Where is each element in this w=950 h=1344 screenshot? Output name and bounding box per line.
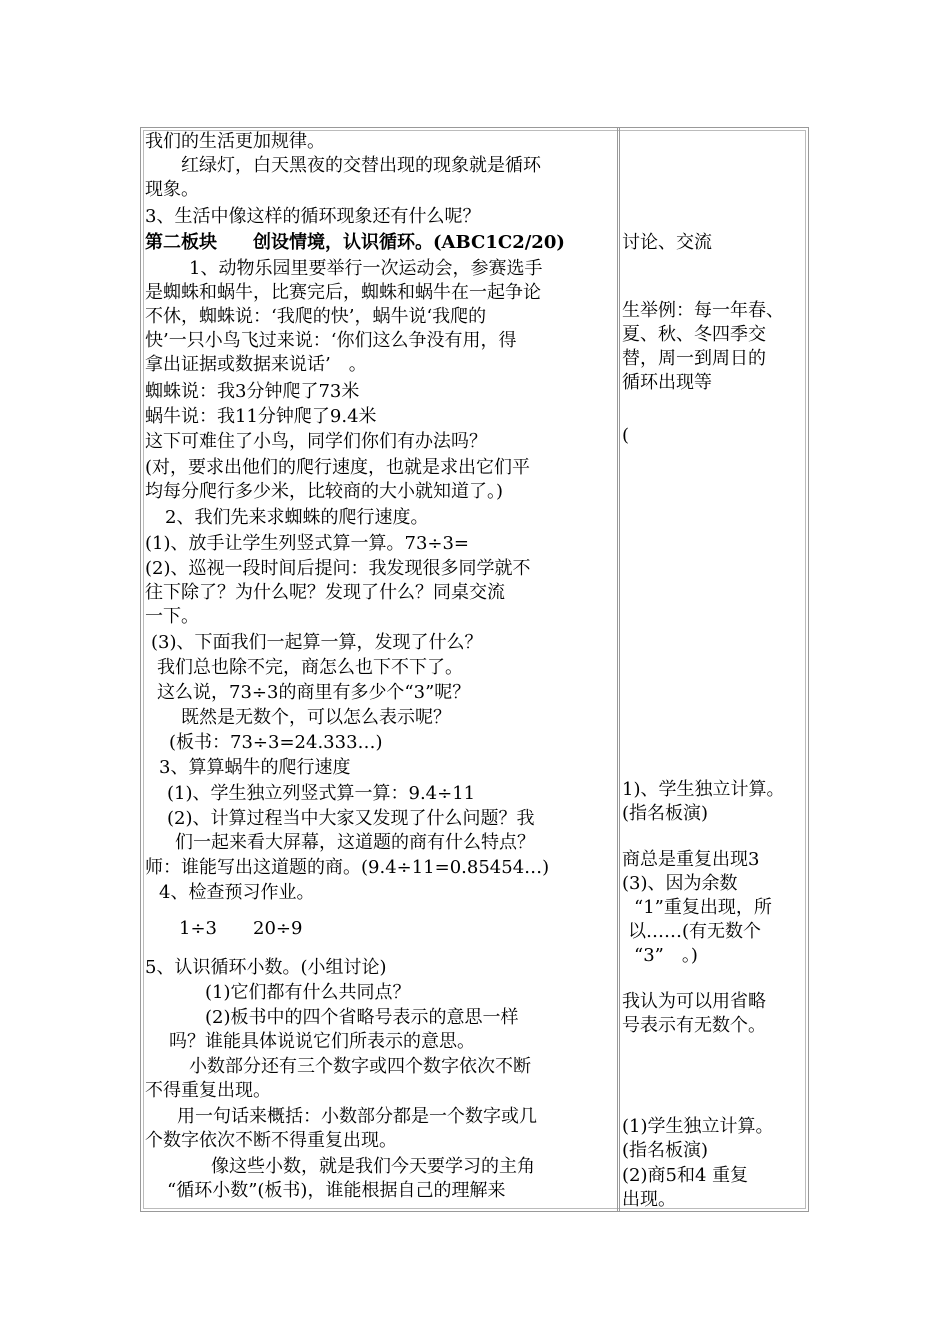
activity-text-line: (指名板演) [622,1140,709,1161]
activity-text-line: 号表示有无数个。 [622,1015,766,1036]
activity-text-line: 生举例：每一年春、 [622,300,784,321]
lesson-text-line: 既然是无数个，可以怎么表示呢？ [181,707,451,728]
lesson-text-line: 蜗牛说：我11分钟爬了9.4米 [145,406,377,427]
lesson-text-line: 像这些小数，就是我们今天要学习的主角 [211,1156,535,1177]
lesson-text-line: 们一起来看大屏幕，这道题的商有什么特点？ [175,832,535,853]
activity-text-line: “3” 。) [634,945,698,966]
lesson-text-line: 3、算算蜗牛的爬行速度 [159,757,351,778]
lesson-text-line: (2)板书中的四个省略号表示的意思一样 [205,1007,519,1028]
lesson-text-line: 我们总也除不完，商怎么也下不下了。 [157,657,463,678]
activity-text-line: (指名板演) [622,803,709,824]
lesson-text-line: “循环小数”(板书)，谁能根据自己的理解来 [167,1180,506,1201]
lesson-text-line: 4、检查预习作业。 [159,882,315,903]
lesson-text-line: 不得重复出现。 [145,1080,271,1101]
lesson-text-line: 小数部分还有三个数字或四个数字依次不断 [189,1056,531,1077]
activity-text-line: 替，周一到周日的 [622,348,766,369]
lesson-text-line: 3、生活中像这样的循环现象还有什么呢？ [145,206,481,227]
lesson-text-line: 用一句话来概括：小数部分都是一个数字或几 [177,1106,537,1127]
lesson-text-line: 蜘蛛说：我3分钟爬了73米 [145,381,360,402]
lesson-text-line: 是蜘蛛和蜗牛，比赛完后，蜘蛛和蜗牛在一起争论 [145,282,541,303]
lesson-text-line: 往下除了？为什么呢？发现了什么？同桌交流 [145,582,505,603]
lesson-text-line: (对，要求出他们的爬行速度，也就是求出它们平 [145,457,531,478]
activity-text-line: 我认为可以用省略 [622,991,766,1012]
activity-text-line: 商总是重复出现3 [622,849,760,870]
column-divider [617,128,620,1211]
lesson-text-line: (1)、放手让学生列竖式算一算。73÷3= [145,533,470,554]
lesson-text-line: 我们的生活更加规律。 [145,131,325,152]
lesson-text-line: (2)、巡视一段时间后提问：我发现很多同学就不 [145,558,531,579]
lesson-text-line: 师：谁能写出这道题的商。(9.4÷11=0.85454…) [145,857,550,878]
activity-text-line: 讨论、交流 [622,232,712,253]
activity-text-line: (1)学生独立计算。 [622,1116,774,1137]
lesson-text-line: 1÷3 20÷9 [179,918,303,939]
activity-text-line: 出现。 [622,1189,676,1210]
lesson-text-line: 红绿灯，白天黑夜的交替出现的现象就是循环 [181,155,541,176]
lesson-text-line: (1)它们都有什么共同点？ [205,982,411,1003]
lesson-text-line: 快’一只小鸟飞过来说：‘你们这么争没有用，得 [145,330,517,351]
activity-text-line: ( [622,425,630,446]
activity-text-line: (3)、因为余数 [622,873,738,894]
lesson-text-line: 吗？谁能具体说说它们所表示的意思。 [169,1031,475,1052]
lesson-text-line: (板书：73÷3=24.333…) [169,732,383,753]
lesson-plan-table [140,127,809,1212]
lesson-text-line: (3)、下面我们一起算一算，发现了什么？ [151,632,483,653]
lesson-text-line: 个数字依次不断不得重复出现。 [145,1130,397,1151]
lesson-text-line: 拿出证据或数据来说话’ 。 [145,354,367,375]
lesson-text-line: 一下。 [145,606,199,627]
activity-text-line: (2)商5和4 重复 [622,1165,749,1186]
lesson-text-line: 这下可难住了小鸟，同学们你们有办法吗？ [145,431,487,452]
activity-text-line: 以……(有无数个 [628,921,762,942]
lesson-text-line: 第二板块 创设情境，认识循环。(ABC1C2/20) [145,232,565,253]
activity-text-line: 1)、学生独立计算。 [622,779,785,800]
lesson-text-line: 这么说，73÷3的商里有多少个“3”呢？ [157,682,471,703]
lesson-text-line: 1、动物乐园里要举行一次运动会，参赛选手 [189,258,543,279]
lesson-text-line: 5、认识循环小数。(小组讨论) [145,957,387,978]
lesson-text-line: (1)、学生独立列竖式算一算：9.4÷11 [167,783,476,804]
lesson-text-line: (2)、计算过程当中大家又发现了什么问题？我 [167,808,535,829]
activity-text-line: “1”重复出现，所 [634,897,772,918]
lesson-text-line: 均每分爬行多少米，比较商的大小就知道了。) [145,481,504,502]
lesson-text-line: 现象。 [145,179,199,200]
lesson-text-line: 2、我们先来求蜘蛛的爬行速度。 [165,507,429,528]
activity-text-line: 循环出现等 [622,372,712,393]
lesson-text-line: 不休，蜘蛛说：‘我爬的快’，蜗牛说‘我爬的 [145,306,487,327]
activity-text-line: 夏、秋、冬四季交 [622,324,766,345]
